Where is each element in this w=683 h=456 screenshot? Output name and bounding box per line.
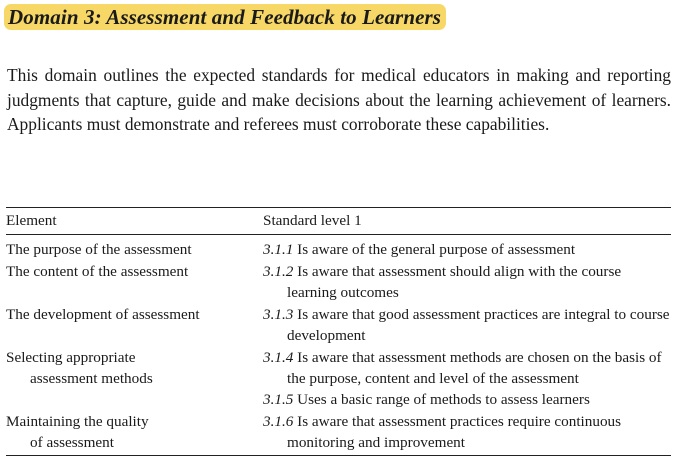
domain-heading-highlight bbox=[4, 4, 446, 30]
standard-text: Is aware that good assessment practices are integral to course development bbox=[287, 306, 670, 344]
standard-number: 3.1.6 bbox=[263, 413, 294, 430]
standard-item bbox=[263, 304, 671, 346]
element-label: Selecting appropriate bbox=[6, 349, 136, 366]
element-cell bbox=[6, 261, 263, 303]
standard-item bbox=[263, 411, 671, 453]
standard-text: Is aware that assessment practices require continuous monitoring and improvement bbox=[287, 413, 622, 451]
standard-item bbox=[263, 347, 671, 389]
standard-text: Is aware of the general purpose of assessment bbox=[297, 241, 576, 258]
standard-number: 3.1.3 bbox=[263, 306, 294, 323]
standard-cell bbox=[263, 304, 671, 346]
standard-cell bbox=[263, 239, 671, 260]
standard-cell bbox=[263, 347, 671, 410]
table-row bbox=[6, 261, 671, 303]
standard-item bbox=[263, 239, 671, 260]
element-cell bbox=[6, 239, 263, 260]
standard-cell bbox=[263, 411, 671, 453]
element-label-continued: assessment methods bbox=[30, 370, 153, 387]
standard-cell bbox=[263, 261, 671, 303]
standard-text: Uses a basic range of methods to assess learners bbox=[297, 391, 590, 408]
standard-text: Is aware that assessment methods are chosen on the basis of the purpose, content and level of the assessment bbox=[287, 349, 662, 387]
intro-paragraph: This domain outlines the expected standards for medical educators in making and reporting judgments that capture, guide and make decisions about the learning achievement of learners. Applicants must demonstrate and referees must corroborate these capabilities. bbox=[7, 65, 671, 134]
element-cell bbox=[6, 411, 263, 453]
element-cell bbox=[6, 347, 263, 410]
standard-number: 3.1.4 bbox=[263, 349, 294, 366]
element-label: Maintaining the quality bbox=[6, 413, 149, 430]
element-label: The content of the assessment bbox=[6, 263, 189, 280]
table-body bbox=[6, 235, 671, 455]
element-label: The development of assessment bbox=[6, 306, 200, 323]
element-cell bbox=[6, 304, 263, 346]
element-label: The purpose of the assessment bbox=[6, 241, 192, 258]
standard-number: 3.1.2 bbox=[263, 263, 294, 280]
table-row bbox=[6, 411, 671, 453]
standard-text: Is aware that assessment should align with the course learning outcomes bbox=[287, 263, 622, 301]
element-label-continued: of assessment bbox=[30, 434, 114, 451]
header-standard: Standard level 1 bbox=[263, 212, 362, 229]
standard-item bbox=[263, 389, 671, 410]
domain-title: Domain 3: Assessment and Feedback to Learners bbox=[8, 5, 442, 29]
standard-item bbox=[263, 261, 671, 303]
standards-table bbox=[6, 207, 671, 456]
header-element: Element bbox=[6, 212, 57, 229]
standard-number: 3.1.1 bbox=[263, 241, 294, 258]
table-row bbox=[6, 239, 671, 260]
table-row bbox=[6, 347, 671, 410]
table-row bbox=[6, 304, 671, 346]
standard-number: 3.1.5 bbox=[263, 391, 294, 408]
table-header-row bbox=[6, 208, 671, 234]
